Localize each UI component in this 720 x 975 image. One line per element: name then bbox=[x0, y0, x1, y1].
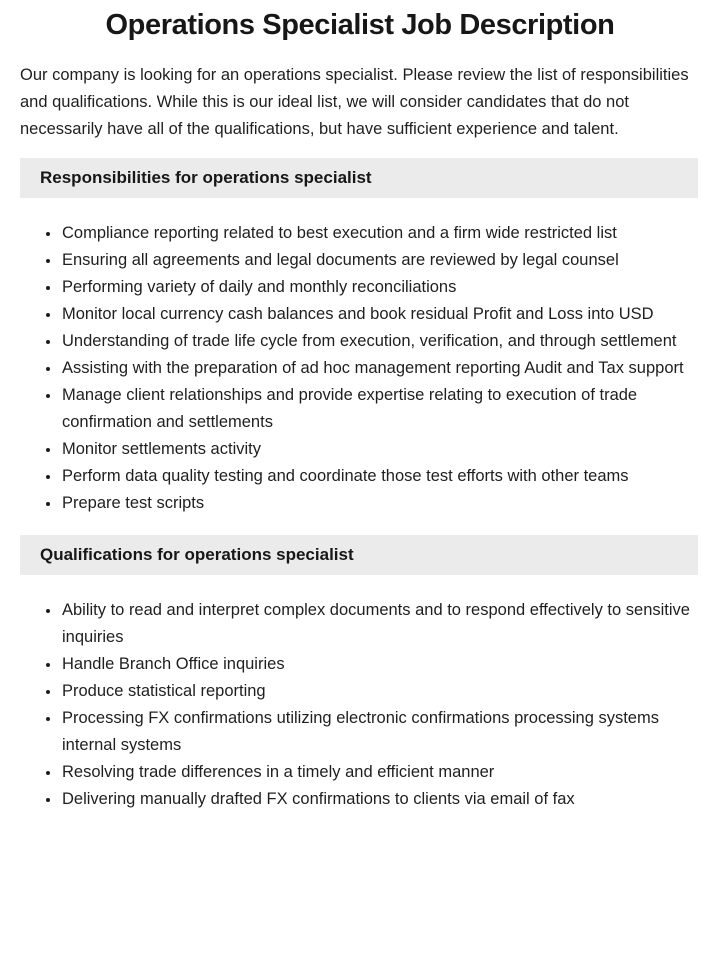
list-item: • Compliance reporting related to best execution and a firm wide restricted list bbox=[61, 220, 700, 247]
list-item: • Understanding of trade life cycle from execution, verification, and through settlement bbox=[61, 328, 700, 355]
list-item: • Handle Branch Office inquiries bbox=[61, 651, 700, 678]
list-item: • Manage client relationships and provide expertise relating to execution of trade confirmation and settlements bbox=[61, 382, 700, 436]
list-item: • Performing variety of daily and monthly reconciliations bbox=[61, 274, 700, 301]
document-section bbox=[0, 158, 720, 517]
list-item: • Resolving trade differences in a timely and efficient manner bbox=[61, 759, 700, 786]
sections-container bbox=[0, 158, 720, 813]
list-item: • Prepare test scripts bbox=[61, 490, 700, 517]
section-list bbox=[20, 597, 700, 813]
list-item: • Ensuring all agreements and legal documents are reviewed by legal counsel bbox=[61, 247, 700, 274]
section-list bbox=[20, 220, 700, 517]
page-title: Operations Specialist Job Description bbox=[105, 9, 615, 41]
list-item: • Ability to read and interpret complex documents and to respond effectively to sensitive inquiries bbox=[61, 597, 700, 651]
section-header: Responsibilities for operations specialist bbox=[20, 158, 698, 198]
list-item: • Monitor settlements activity bbox=[61, 436, 700, 463]
list-item: • Monitor local currency cash balances and book residual Profit and Loss into USD bbox=[61, 301, 700, 328]
intro-paragraph: Our company is looking for an operations specialist. Please review the list of responsibilities and qualifications. While this is our ideal list, we will consider candidates that do not necessarily have all of the qualifications, but have sufficient experience and talent. bbox=[20, 66, 689, 138]
list-item: • Delivering manually drafted FX confirmations to clients via email of fax bbox=[61, 786, 700, 813]
list-item: • Perform data quality testing and coordinate those test efforts with other teams bbox=[61, 463, 700, 490]
list-item: • Produce statistical reporting bbox=[61, 678, 700, 705]
document-section bbox=[0, 535, 720, 813]
list-item: • Assisting with the preparation of ad hoc management reporting Audit and Tax support bbox=[61, 355, 700, 382]
list-item: • Processing FX confirmations utilizing electronic confirmations processing systems internal systems bbox=[61, 705, 700, 759]
section-header: Qualifications for operations specialist bbox=[20, 535, 698, 575]
